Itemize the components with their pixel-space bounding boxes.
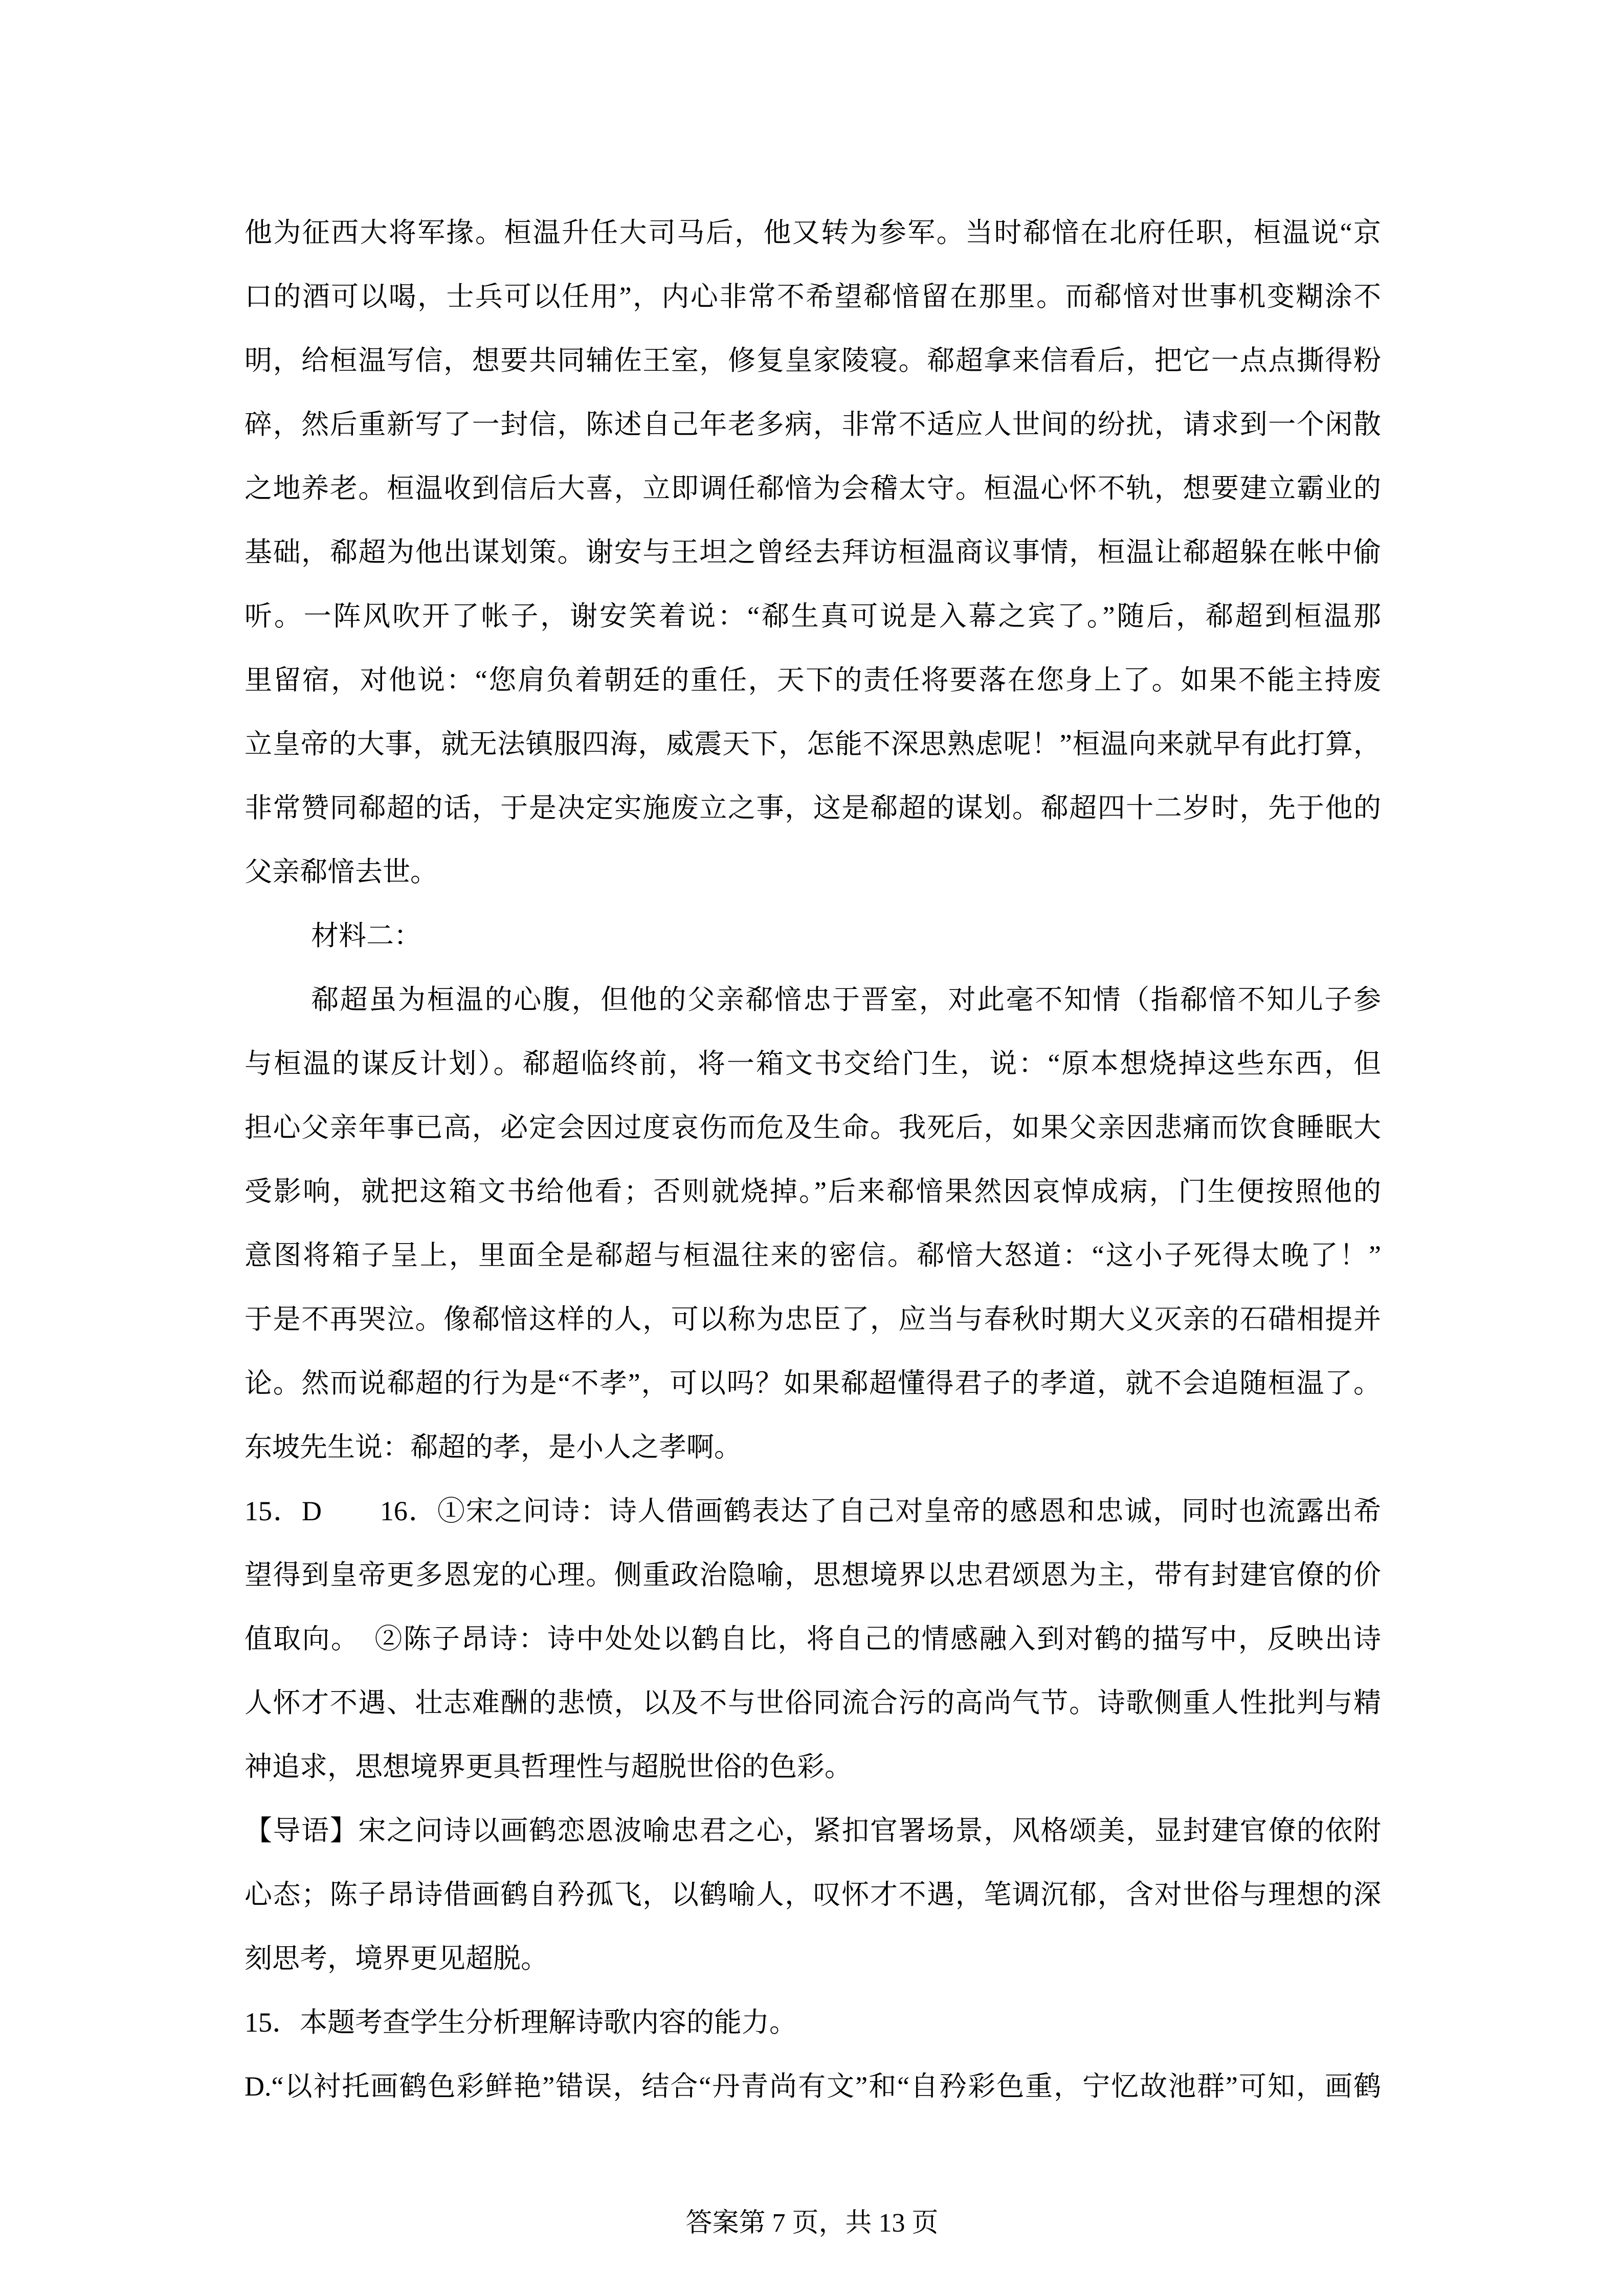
text-line: 人怀才不遇、壮志难酬的悲愤，以及不与世俗同流合污的高尚气节。诗歌侧重人性批判与精 [244,1687,1381,1718]
text-line: 郗超虽为桓温的心腹，但他的父亲郗愔忠于晋室，对此毫不知情（指郗愔不知儿子参 [311,984,1381,1015]
text-line: 父亲郗愔去世。 [244,857,438,887]
page-number-label: 答案第 7 页，共 13 页 [685,2209,939,2238]
text-line: 基础，郗超为他出谋划策。谢安与王坦之曾经去拜访桓温商议事情，桓温让郗超躲在帐中偷 [244,537,1381,568]
text-line: 东坡先生说：郗超的孝，是小人之孝啊。 [244,1432,742,1462]
page-footer [0,2191,1624,2255]
text-line: 神追求，思想境界更具哲理性与超脱世俗的色彩。 [244,1751,852,1782]
text-line: 担心父亲年事已高，必定会因过度哀伤而危及生命。我死后，如果父亲因悲痛而饮食睡眠大 [244,1112,1381,1143]
text-line: 碎，然后重新写了一封信，陈述自己年老多病，非常不适应人世间的纷扰，请求到一个闲散 [244,409,1381,440]
text-line: 里留宿，对他说：“您肩负着朝廷的重任，天下的责任将要落在您身上了。如果不能主持废 [244,665,1381,695]
document-body [244,201,1381,2119]
text-line: 材料二： [311,920,421,951]
text-line: 他为征西大将军掾。桓温升任大司马后，他又转为参军。当时郗愔在北府任职，桓温说“京 [244,217,1381,248]
text-line: 之地养老。桓温收到信后大喜，立即调任郗愔为会稽太守。桓温心怀不轨，想要建立霸业的 [244,473,1381,504]
text-line: 立皇帝的大事，就无法镇服四海，威震天下，怎能不深思熟虑呢！”桓温向来就早有此打算， [244,729,1381,759]
text-line: 刻思考，境界更见超脱。 [244,1943,548,1974]
text-line: 明，给桓温写信，想要共同辅佐王室，修复皇家陵寝。郗超拿来信看后，把它一点点撕得粉 [244,345,1381,376]
text-line: 口的酒可以喝，士兵可以任用”，内心非常不希望郗愔留在那里。而郗愔对世事机变糊涂不 [244,281,1381,312]
text-line: 论。然而说郗超的行为是“不孝”，可以吗？如果郗超懂得君子的孝道，就不会追随桓温了。 [244,1368,1381,1399]
text-line: 15．D 16．①宋之问诗：诗人借画鹤表达了自己对皇帝的感恩和忠诚，同时也流露出希 [244,1496,1381,1526]
text-line: D.“以衬托画鹤色彩鲜艳”错误，结合“丹青尚有文”和“自矜彩色重，宁忆故池群”可知，画鹤 [244,2071,1381,2102]
text-line: 受影响，就把这箱文书给他看；否则就烧掉。”后来郗愔果然因哀悼成病，门生便按照他的 [244,1176,1381,1207]
text-line: 听。一阵风吹开了帐子，谢安笑着说：“郗生真可说是入幕之宾了。”随后，郗超到桓温那 [244,601,1381,632]
text-line: 非常赞同郗超的话，于是决定实施废立之事，这是郗超的谋划。郗超四十二岁时，先于他的 [244,793,1381,823]
text-line: 于是不再哭泣。像郗愔这样的人，可以称为忠臣了，应当与春秋时期大义灭亲的石碏相提并 [244,1304,1381,1335]
text-line: 意图将箱子呈上，里面全是郗超与桓温往来的密信。郗愔大怒道：“这小子死得太晚了！” [244,1240,1381,1271]
text-line: 与桓温的谋反计划）。郗超临终前，将一箱文书交给门生，说：“原本想烧掉这些东西，但 [244,1048,1381,1079]
text-line: 15．本题考查学生分析理解诗歌内容的能力。 [244,2007,797,2038]
text-line: 心态；陈子昂诗借画鹤自矜孤飞，以鹤喻人，叹怀才不遇，笔调沉郁，含对世俗与理想的深 [244,1879,1381,1910]
text-line: 【导语】宋之问诗以画鹤恋恩波喻忠君之心，紧扣官署场景，风格颂美，显封建官僚的依附 [244,1815,1381,1846]
text-line: 值取向。 ②陈子昂诗：诗中处处以鹤自比，将自己的情感融入到对鹤的描写中，反映出诗 [244,1624,1381,1654]
text-line: 望得到皇帝更多恩宠的心理。侧重政治隐喻，思想境界以忠君颂恩为主，带有封建官僚的价 [244,1560,1381,1590]
